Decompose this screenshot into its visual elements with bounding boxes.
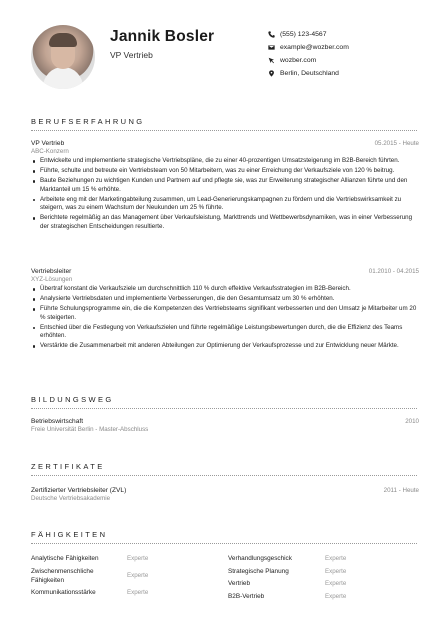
school-name: Freie Universität Berlin - Master-Abschluss <box>31 426 149 433</box>
skill-name: Kommunikationsstärke <box>31 589 96 596</box>
certificate-dates: 2011 - Heute <box>383 487 419 494</box>
list-item: Übertraf konstant die Verkaufsziele um durchschnittlich 110 % durch effektive Verkaufsstrategien im B2B-Bereich. <box>31 285 419 294</box>
job-dates: 01.2010 - 04.2015 <box>368 268 419 275</box>
skill-name: Strategische Planung <box>228 568 289 575</box>
skill-level: Experte <box>127 572 149 579</box>
phone-icon <box>268 31 280 38</box>
section-divider <box>31 543 417 544</box>
job-company: ABC-Konzern <box>31 148 69 155</box>
contact-list <box>268 28 349 80</box>
contact-location: Berlin, Deutschland <box>268 67 349 80</box>
contact-phone: (555) 123-4567 <box>268 28 349 41</box>
skill-name: Zwischenmenschliche Fähigkeiten <box>31 568 94 584</box>
list-item: Arbeitete eng mit der Marketingabteilung zusammen, um Lead-Generierungskampagnen zu fördern und die Vertriebswirksamkeit zu steigern, was zu einem Wachstum der Neukunden um 25 % führte. <box>31 196 419 213</box>
location-pin-icon <box>268 70 280 77</box>
skill-name: Vertrieb <box>228 580 251 587</box>
job-company: XYZ-Lösungen <box>31 276 73 283</box>
section-title-education: BILDUNGSWEG <box>31 395 114 404</box>
section-divider <box>31 475 417 476</box>
skill-level: Experte <box>127 589 149 596</box>
list-item: Führte Schulungsprogramme ein, die die Kompetenzen des Vertriebsteams signifikant verbesserten und den Umsatz je Mitarbeiter um 20 % steigerten. <box>31 305 419 322</box>
list-item: Berichtete regelmäßig an das Management über Verkaufsleistung, Markttrends und Wettbewerbsdynamiken, was in einer Verbesserung der strategischen Entscheidungen resultierte. <box>31 214 419 231</box>
section-divider <box>31 408 417 409</box>
section-title-experience: BERUFSERFAHRUNG <box>31 117 145 126</box>
cursor-icon <box>268 57 280 64</box>
job-title: Vertriebsleiter <box>31 268 72 275</box>
skill-name: B2B-Vertrieb <box>228 593 265 600</box>
list-item: Entwickelte und implementierte strategische Vertriebspläne, die zu einer 40-prozentigen Umsatzsteigerung im B2B-Bereich führten. <box>31 157 419 166</box>
job-entry-1 <box>31 140 419 233</box>
section-title-certificates: ZERTIFIKATE <box>31 462 105 471</box>
email-icon <box>268 44 280 51</box>
list-item: Entschied über die Festlegung von Verkaufszielen und führte regelmäßige Leistungsbewertungen durch, die die Effizienz des Teams erhöhten. <box>31 324 419 341</box>
job-bullets <box>31 285 419 351</box>
candidate-name: Jannik Bosler <box>110 28 215 45</box>
job-dates: 05.2015 - Heute <box>374 140 419 147</box>
list-item: Analysierte Vertriebsdaten und implementierte Verbesserungen, die den Gesamtumsatz um 30 % erhöhten. <box>31 295 419 304</box>
list-item: Baute Beziehungen zu wichtigen Kunden und Partnern auf und pflegte sie, was zur Erweiterung strategischer Allianzen führte und den Marktanteil um 15 % erhöhte. <box>31 177 419 194</box>
skill-name: Verhandlungsgeschick <box>228 555 292 562</box>
list-item: Verstärkte die Zusammenarbeit mit anderen Abteilungen zur Optimierung der Verkaufsprozesse und zur Entwicklung neuer Märkte. <box>31 342 419 351</box>
job-entry-2 <box>31 268 419 352</box>
certificate-name: Zertifizierter Vertriebsleiter (ZVL) <box>31 487 127 494</box>
candidate-title: VP Vertrieb <box>110 50 153 60</box>
certificate-issuer: Deutsche Vertriebsakademie <box>31 495 111 502</box>
job-title: VP Vertrieb <box>31 140 65 147</box>
job-bullets <box>31 157 419 231</box>
section-title-skills: FÄHIGKEITEN <box>31 530 108 539</box>
skill-level: Experte <box>325 580 347 587</box>
list-item: Führte, schulte und betreute ein Vertriebsteam von 50 Mitarbeitern, was zu einer Erreichung der Verkaufsziele von 120 % beitrug. <box>31 167 419 176</box>
contact-email[interactable]: example@wozber.com <box>268 41 349 54</box>
degree-title: Betriebswirtschaft <box>31 418 84 425</box>
skill-level: Experte <box>127 555 149 562</box>
education-entry <box>31 418 419 433</box>
skill-name: Analytische Fähigkeiten <box>31 555 99 562</box>
certificate-entry <box>31 487 419 502</box>
skill-level: Experte <box>325 555 347 562</box>
graduation-year: 2010 <box>405 418 419 425</box>
skill-level: Experte <box>325 593 347 600</box>
skill-level: Experte <box>325 568 347 575</box>
section-divider <box>31 130 417 131</box>
contact-website[interactable]: wozber.com <box>268 54 349 67</box>
profile-photo <box>31 25 95 89</box>
